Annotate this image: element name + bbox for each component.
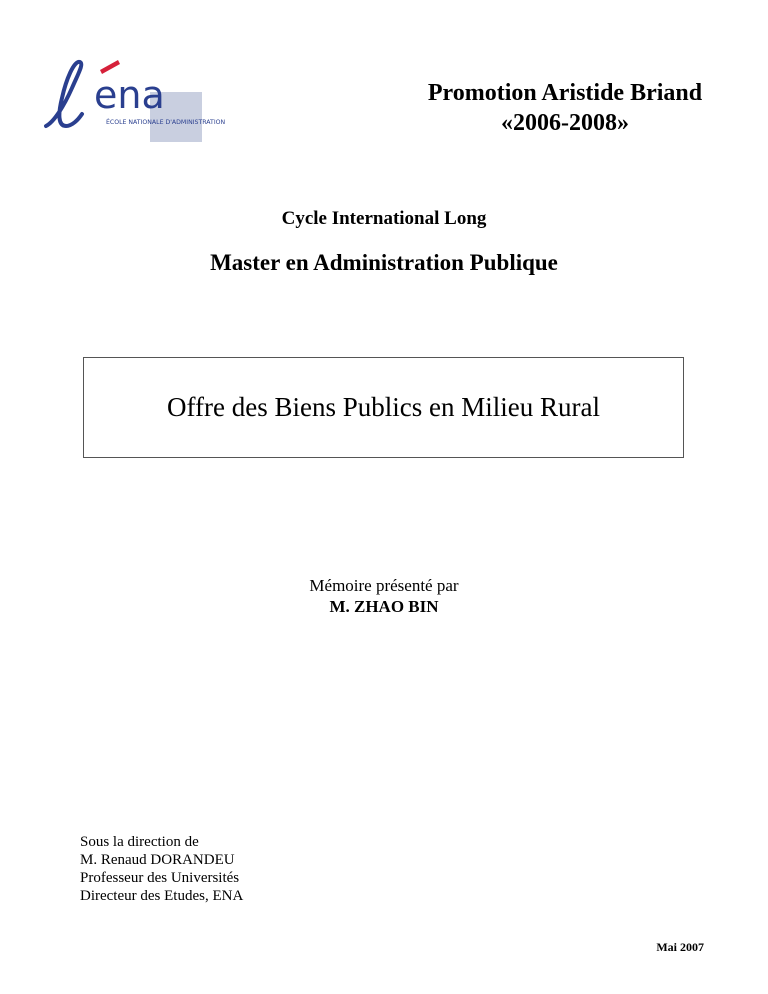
promotion-block <box>380 78 750 138</box>
supervisor-role: Directeur des Etudes, ENA <box>80 888 244 904</box>
presented-by-label: Mémoire présenté par <box>309 576 459 595</box>
program-master: Master en Administration Publique <box>210 250 558 275</box>
ena-logo-mark <box>40 52 240 144</box>
logo-script-l <box>46 62 82 126</box>
thesis-title-box <box>83 357 684 458</box>
author-name: M. ZHAO BIN <box>329 597 439 616</box>
promotion-name: Promotion Aristide Briand <box>427 80 703 106</box>
ena-logo <box>40 52 240 144</box>
promotion-years: «2006-2008» <box>501 110 629 136</box>
supervisor-title: Professeur des Universités <box>80 870 240 886</box>
logo-subtitle: ÉCOLE NATIONALE D'ADMINISTRATION <box>106 119 226 126</box>
supervisor-name: M. Renaud DORANDEU <box>80 852 235 868</box>
supervision-intro: Sous la direction de <box>80 834 199 850</box>
thesis-title: Offre des Biens Publics en Milieu Rural <box>167 392 600 422</box>
program-cycle: Cycle International Long <box>281 208 487 229</box>
logo-accent <box>100 60 120 74</box>
logo-brand-text: ena <box>94 73 165 117</box>
supervision-block <box>80 833 243 905</box>
document-date: Mai 2007 <box>656 940 704 954</box>
author-block <box>0 575 768 617</box>
